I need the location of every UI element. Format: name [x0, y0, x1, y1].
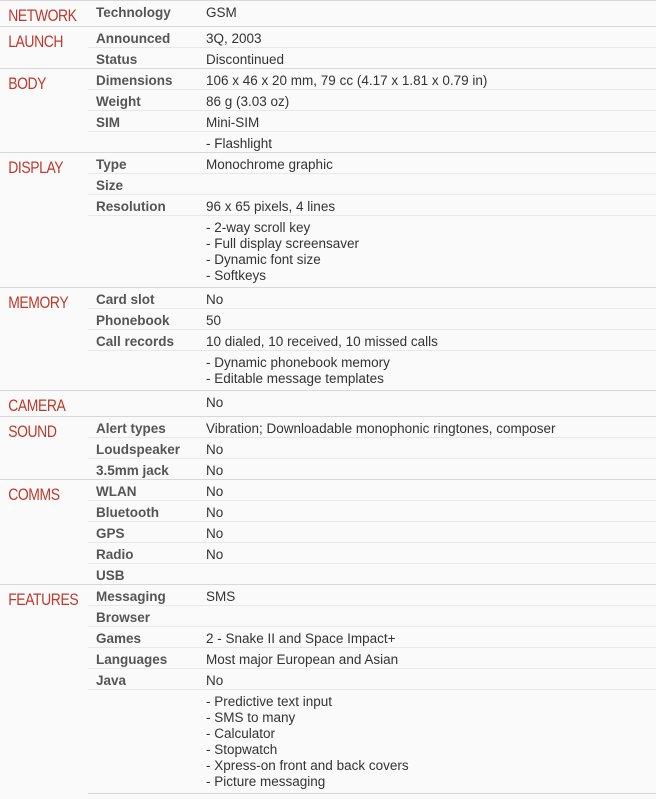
spec-row	[0, 351, 656, 391]
spec-value-line: - Picture messaging	[206, 774, 326, 789]
spec-title[interactable]: Languages	[88, 648, 198, 669]
spec-title[interactable]: Resolution	[88, 195, 198, 216]
spec-row	[0, 522, 656, 543]
spec-value-line: No	[206, 547, 224, 562]
spec-value	[198, 391, 656, 417]
spec-title[interactable]: Browser	[88, 606, 198, 627]
spec-value	[198, 69, 656, 90]
spec-title[interactable]: Loudspeaker	[88, 438, 198, 459]
spec-value	[198, 48, 656, 69]
spec-value-line: 50	[206, 313, 222, 328]
spec-table-body	[0, 1, 656, 794]
spec-value-line: 3Q, 2003	[206, 31, 262, 46]
spec-value	[198, 111, 656, 132]
spec-title	[88, 391, 198, 417]
spec-value	[198, 669, 656, 690]
spec-value-line: 96 x 65 pixels, 4 lines	[206, 199, 336, 214]
category-cell	[0, 27, 88, 69]
spec-title[interactable]: GPS	[88, 522, 198, 543]
spec-row	[0, 459, 656, 480]
spec-row	[0, 627, 656, 648]
spec-value	[198, 690, 656, 794]
spec-title[interactable]: Dimensions	[88, 69, 198, 90]
spec-row	[0, 27, 656, 48]
section-category[interactable]: DISPLAY	[8, 158, 64, 177]
section-category[interactable]: LAUNCH	[8, 32, 64, 51]
spec-title[interactable]: Messaging	[88, 585, 198, 606]
section-category[interactable]: COMMS	[8, 485, 60, 504]
spec-row	[0, 174, 656, 195]
spec-value	[198, 351, 656, 391]
spec-row	[0, 501, 656, 522]
category-cell	[0, 69, 88, 153]
spec-value-line: - Dynamic phonebook memory	[206, 355, 390, 370]
spec-row	[0, 543, 656, 564]
spec-value-line: Mini-SIM	[206, 115, 260, 130]
section-category[interactable]: FEATURES	[8, 590, 79, 609]
spec-value	[198, 648, 656, 669]
section-category[interactable]: CAMERA	[8, 396, 66, 415]
spec-value	[198, 459, 656, 480]
spec-value-line: GSM	[206, 5, 237, 20]
spec-value-line: - Predictive text input	[206, 694, 333, 709]
spec-row	[0, 391, 656, 417]
spec-value-line: No	[206, 484, 224, 499]
spec-value	[198, 288, 656, 309]
spec-title	[88, 690, 198, 794]
spec-title[interactable]: Weight	[88, 90, 198, 111]
spec-row	[0, 330, 656, 351]
spec-value-line: - Softkeys	[206, 268, 267, 283]
spec-title[interactable]: Announced	[88, 27, 198, 48]
spec-value	[198, 606, 656, 627]
spec-value-line: - Dynamic font size	[206, 252, 321, 267]
spec-row	[0, 132, 656, 153]
spec-value-line: - 2-way scroll key	[206, 220, 311, 235]
spec-title[interactable]: Games	[88, 627, 198, 648]
spec-row	[0, 564, 656, 585]
category-cell	[0, 391, 88, 417]
spec-value-line: - Stopwatch	[206, 742, 278, 757]
section-category[interactable]: BODY	[8, 74, 47, 93]
spec-value	[198, 195, 656, 216]
spec-value-line: Vibration; Downloadable monophonic ringtones, composer	[206, 421, 556, 436]
spec-row	[0, 288, 656, 309]
spec-row	[0, 48, 656, 69]
spec-row	[0, 669, 656, 690]
spec-value-line: - Full display screensaver	[206, 236, 360, 251]
spec-value-line: No	[206, 292, 224, 307]
spec-title	[88, 132, 198, 153]
spec-value	[198, 90, 656, 111]
spec-value-line: No	[206, 395, 224, 410]
spec-row	[0, 690, 656, 794]
category-cell	[0, 1, 88, 27]
spec-row	[0, 216, 656, 288]
section-category[interactable]: MEMORY	[8, 293, 69, 312]
spec-row	[0, 1, 656, 27]
spec-value-line: - Editable message templates	[206, 371, 384, 386]
spec-row	[0, 585, 656, 606]
spec-value-line: Most major European and Asian	[206, 652, 399, 667]
spec-value	[198, 174, 656, 195]
spec-value	[198, 522, 656, 543]
spec-value	[198, 564, 656, 585]
spec-value-line: Monochrome graphic	[206, 157, 333, 172]
spec-title[interactable]: Phonebook	[88, 309, 198, 330]
spec-title	[88, 216, 198, 288]
spec-value-line: 2 - Snake II and Space Impact+	[206, 631, 396, 646]
spec-value-line: No	[206, 505, 224, 520]
spec-value	[198, 585, 656, 606]
spec-title[interactable]: Java	[88, 669, 198, 690]
spec-value-line: No	[206, 526, 224, 541]
spec-value	[198, 309, 656, 330]
spec-value-line: 10 dialed, 10 received, 10 missed calls	[206, 334, 438, 349]
spec-value-line: No	[206, 673, 224, 688]
spec-value-line: No	[206, 463, 224, 478]
spec-row	[0, 309, 656, 330]
spec-title[interactable]: SIM	[88, 111, 198, 132]
spec-value	[198, 627, 656, 648]
category-cell	[0, 153, 88, 288]
spec-value-line: Discontinued	[206, 52, 285, 67]
spec-row	[0, 417, 656, 438]
spec-row	[0, 648, 656, 669]
spec-value	[198, 27, 656, 48]
spec-title[interactable]: Technology	[88, 1, 198, 27]
spec-value	[198, 480, 656, 501]
section-category[interactable]: SOUND	[8, 422, 57, 441]
category-cell	[0, 480, 88, 585]
spec-row	[0, 606, 656, 627]
spec-title[interactable]: Card slot	[88, 288, 198, 309]
spec-row	[0, 90, 656, 111]
spec-value-line: - Flashlight	[206, 136, 273, 151]
category-cell	[0, 288, 88, 391]
spec-value-line: 86 g (3.03 oz)	[206, 94, 290, 109]
spec-title[interactable]: Status	[88, 48, 198, 69]
spec-title[interactable]: 3.5mm jack	[88, 459, 198, 480]
section-category[interactable]: NETWORK	[8, 6, 77, 25]
spec-row	[0, 69, 656, 90]
spec-title	[88, 351, 198, 391]
spec-title[interactable]: Type	[88, 153, 198, 174]
spec-value	[198, 216, 656, 288]
spec-value	[198, 417, 656, 438]
spec-value-line: - Calculator	[206, 726, 276, 741]
spec-value-line: 106 x 46 x 20 mm, 79 cc (4.17 x 1.81 x 0.79 in)	[206, 73, 488, 88]
spec-row	[0, 111, 656, 132]
spec-value	[198, 153, 656, 174]
spec-value-line: No	[206, 442, 224, 457]
spec-row	[0, 480, 656, 501]
spec-title[interactable]: Alert types	[88, 417, 198, 438]
spec-row	[0, 153, 656, 174]
spec-value	[198, 1, 656, 27]
category-cell	[0, 417, 88, 480]
spec-title[interactable]: WLAN	[88, 480, 198, 501]
spec-title[interactable]: Call records	[88, 330, 198, 351]
spec-value	[198, 132, 656, 153]
spec-value	[198, 501, 656, 522]
spec-value-line: - Xpress-on front and back covers	[206, 758, 409, 773]
spec-title[interactable]: Bluetooth	[88, 501, 198, 522]
spec-title[interactable]: USB	[88, 564, 198, 585]
spec-row	[0, 195, 656, 216]
spec-row	[0, 438, 656, 459]
spec-value	[198, 330, 656, 351]
spec-value-line: SMS	[206, 589, 236, 604]
spec-title[interactable]: Radio	[88, 543, 198, 564]
spec-title[interactable]: Size	[88, 174, 198, 195]
spec-value	[198, 543, 656, 564]
spec-value-line: - SMS to many	[206, 710, 296, 725]
spec-value	[198, 438, 656, 459]
category-cell	[0, 585, 88, 794]
